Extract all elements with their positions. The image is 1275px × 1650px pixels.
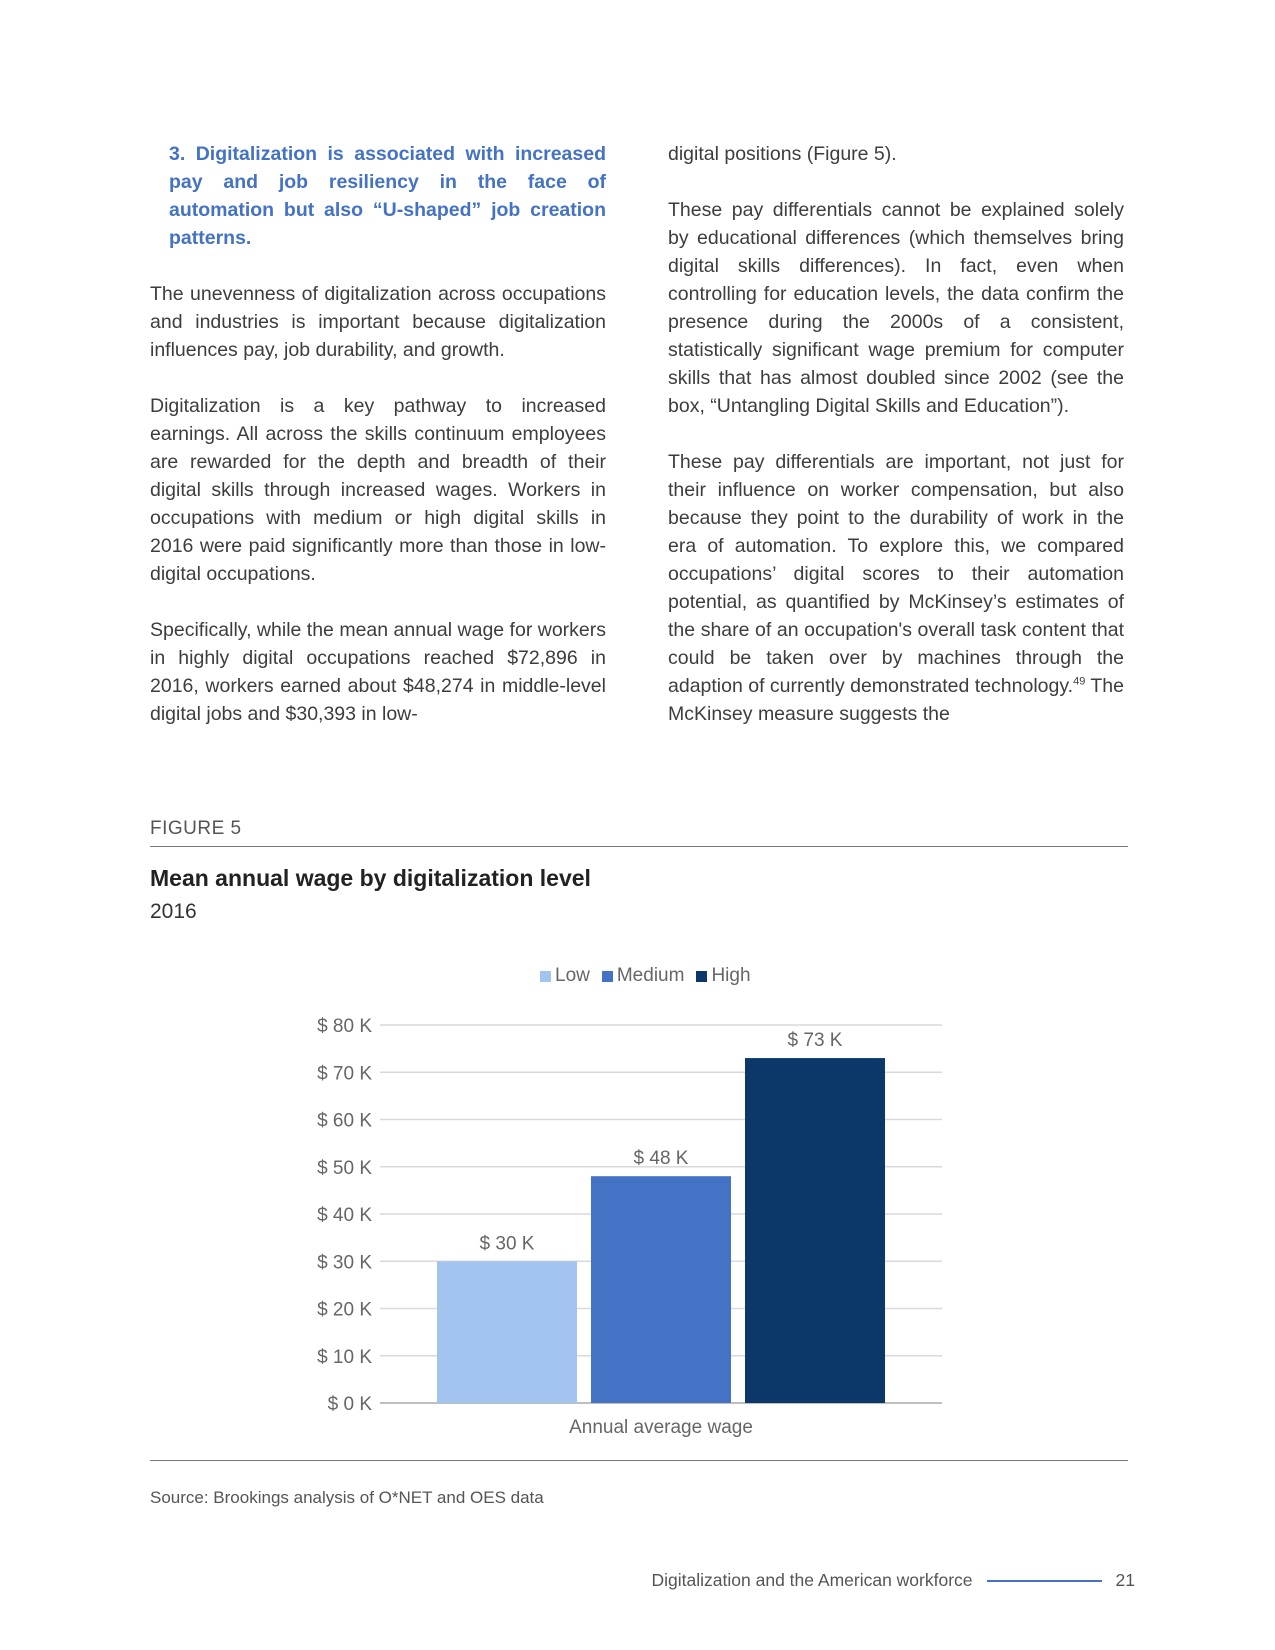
bar-chart xyxy=(300,1010,960,1455)
legend-swatch-high xyxy=(696,971,707,982)
bar-high xyxy=(745,1058,885,1403)
paragraph: Digitalization is a key pathway to increased earnings. All across the skills continuum employees are rewarded for the depth and breadth of their digital skills through increased wages. Workers in occupations with medium or high digital skills in 2016 were paid significantly more than those in low-digital occupations. xyxy=(150,395,606,585)
section-heading: 3. Digitalization is associated with increased pay and job resiliency in the face of automation but also “U-shaped” job creation patterns. xyxy=(169,143,606,249)
y-tick-label: $ 40 K xyxy=(317,1205,372,1226)
y-tick-label: $ 80 K xyxy=(317,1016,372,1037)
chart-legend xyxy=(540,965,751,987)
page-footer xyxy=(600,1570,1135,1591)
x-axis-label: Annual average wage xyxy=(569,1417,753,1438)
bar-medium xyxy=(591,1176,731,1403)
legend-item-low xyxy=(540,965,590,987)
y-tick-label: $ 30 K xyxy=(317,1252,372,1274)
y-tick-label: $ 70 K xyxy=(317,1063,372,1085)
footer-title: Digitalization and the American workforce xyxy=(651,1570,973,1590)
legend-item-medium xyxy=(602,965,685,987)
legend-swatch-medium xyxy=(602,971,613,982)
right-column xyxy=(668,140,1124,756)
legend-label-low: Low xyxy=(555,965,590,986)
figure-label: FIGURE 5 xyxy=(150,818,242,839)
y-tick-label: $ 50 K xyxy=(317,1157,372,1179)
figure-top-rule xyxy=(150,846,1128,847)
legend-label-medium: Medium xyxy=(616,965,685,986)
footer-accent-line xyxy=(987,1580,1102,1582)
bar-low xyxy=(437,1261,577,1403)
figure-source: Source: Brookings analysis of O*NET and OES data xyxy=(150,1488,544,1507)
paragraph: digital positions (Figure 5). xyxy=(668,143,897,165)
footnote-link[interactable]: 49 xyxy=(1073,675,1086,688)
paragraph: Specifically, while the mean annual wage for workers in highly digital occupations reached $72,896 in 2016, workers earned about $48,274 in middle-level digital jobs and $30,393 in low- xyxy=(150,619,606,725)
paragraph: These pay differentials cannot be explained solely by educational differences (which themselves bring digital skills differences). In fact, even when controlling for education levels, the data confirm the presence during the 2000s of a consistent, statistically significant wage premium for computer skills that has almost doubled since 2002 (see the box, “Untangling Digital Skills and Education”). xyxy=(668,199,1124,417)
legend-label-high: High xyxy=(711,965,751,986)
paragraph-tail: The McKinsey measure suggests the xyxy=(668,675,1124,725)
left-column xyxy=(150,140,606,756)
figure-bottom-rule xyxy=(150,1460,1128,1461)
data-label-low: $ 30 K xyxy=(479,1233,535,1255)
paragraph: The unevenness of digitalization across occupations and industries is important because digitalization influences pay, job durability, and growth. xyxy=(150,283,606,361)
page-number: 21 xyxy=(1115,1570,1135,1590)
paragraph-text: These pay differentials are important, not just for their influence on worker compensation, but also because they point to the durability of work in the era of automation. To explore this, we compared occupations’ digital scores to their automation potential, as quantified by McKinsey’s estimates of the share of an occupation's overall task content that could be taken over by machines through the adaption of currently demonstrated technology. xyxy=(668,451,1124,697)
legend-swatch-low xyxy=(540,971,551,982)
y-tick-label: $ 0 K xyxy=(327,1394,372,1415)
y-tick-label: $ 60 K xyxy=(317,1110,372,1132)
figure-title: Mean annual wage by digitalization level xyxy=(150,865,591,891)
legend-item-high xyxy=(696,965,750,987)
data-label-medium: $ 48 K xyxy=(633,1148,689,1170)
y-tick-label: $ 20 K xyxy=(317,1299,372,1321)
y-tick-label: $ 10 K xyxy=(317,1346,372,1368)
figure-subtitle: 2016 xyxy=(150,900,197,923)
data-label-high: $ 73 K xyxy=(787,1030,843,1052)
paragraph xyxy=(668,448,1124,728)
